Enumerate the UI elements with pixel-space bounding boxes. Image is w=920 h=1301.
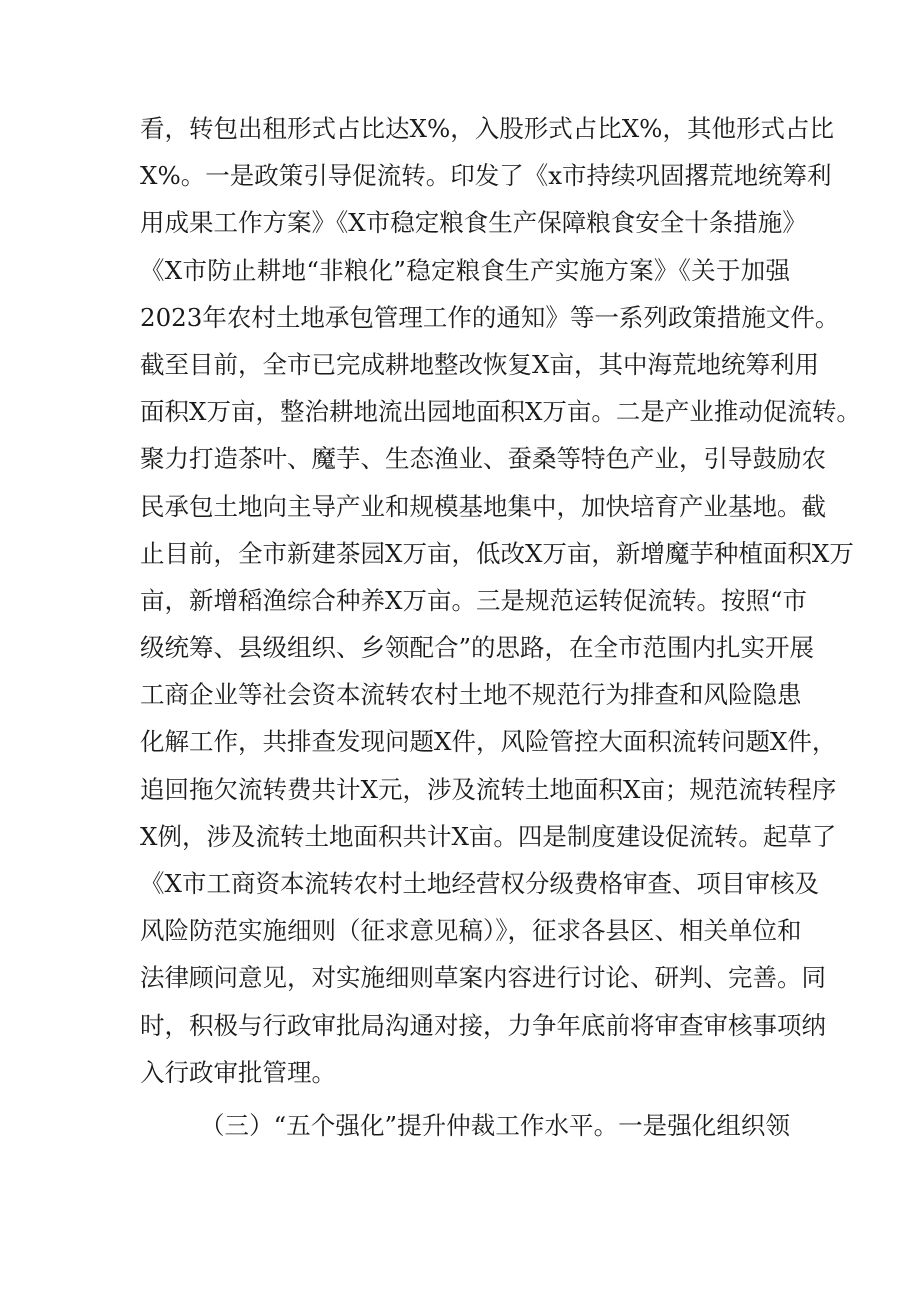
text-line: 用成果工作方案》《X市稳定粮食生产保障粮食安全十条措施》: [140, 208, 807, 238]
text-line: 《X市工商资本流转农村土地经营权分级费格审查、项目审核及: [140, 869, 819, 898]
text-line: 2023年农村土地承包管理工作的通知》等一系列政策措施文件。: [140, 302, 840, 332]
text-line: 民承包土地向主导产业和规模基地集中，加快培育产业基地。截: [140, 491, 826, 521]
text-line: 工商企业等社会资本流转农村土地不规范行为排查和风险隐患: [140, 680, 802, 710]
text-line: 看，转包出租形式占比达X%，入股形式占比X%，其他形式占比: [140, 114, 834, 143]
text-line: 止目前，全市新建茶园X万亩，低改X万亩，新增魔芋种植面积X万: [140, 538, 854, 568]
text-line: X%。一是政策引导促流转。印发了《x市持续巩固撂荒地统筹利: [140, 161, 832, 191]
paragraph-end-line: 入行政审批管理。: [140, 1057, 336, 1087]
text-line: 化解工作，共排查发现问题X件，风险管控大面积流转问题X件，: [140, 727, 837, 757]
text-line: 亩，新增稻渔综合种养X万亩。三是规范运转促流转。按照“市: [140, 585, 807, 615]
text-line: 时，积极与行政审批局沟通对接，力争年底前将审查审核事项纳: [140, 1010, 826, 1040]
section-heading: （三）“五个强化”提升仲裁工作水平。一是强化组织领: [200, 1110, 790, 1140]
text-line: 追回拖欠流转费共计X元，涉及流转土地面积X亩；规范流转程序: [140, 774, 837, 804]
text-line: 法律顾问意见，对实施细则草案内容进行讨论、研判、完善。同: [140, 963, 826, 993]
text-line: 级统筹、县级组织、乡领配合”的思路，在全市范围内扎实开展: [140, 633, 815, 663]
text-line: 聚力打造茶叶、魔芋、生态渔业、蚕桑等特色产业，引导鼓励农: [140, 444, 826, 474]
body-text: [140, 105, 861, 1149]
text-line: 面积X万亩，整治耕地流出园地面积X万亩。二是产业推动促流转。: [140, 397, 861, 427]
text-line: 《X市防止耕地“非粮化”稳定粮食生产实施方案》《关于加强: [140, 255, 790, 285]
text-line: 风险防范实施细则（征求意见稿）》，征求各县区、相关单位和: [140, 916, 802, 946]
text-line: 截至目前，全市已完成耕地整改恢复X亩，其中海荒地统筹利用: [140, 349, 819, 379]
text-line: X例，涉及流转土地面积共计X亩。四是制度建设促流转。起草了: [140, 821, 837, 851]
